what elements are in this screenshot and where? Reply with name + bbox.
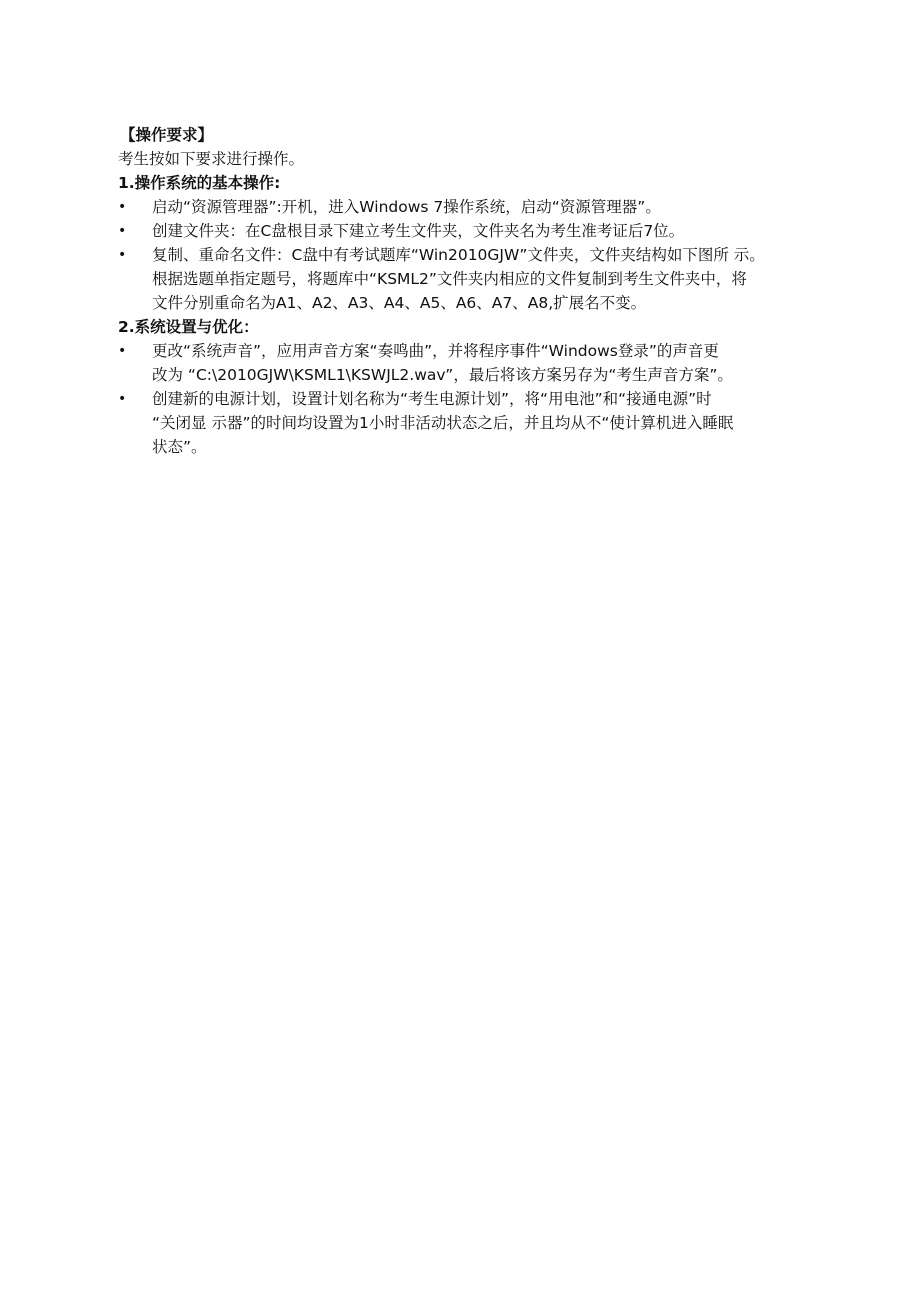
section-2-title: 2.系统设置与优化： bbox=[118, 318, 259, 336]
list-item-line: 状态”。 bbox=[152, 438, 207, 456]
list-item bbox=[118, 219, 808, 243]
list-item-line: 启动“资源管理器”:开机，进入Windows 7操作系统，启动“资源管理器”。 bbox=[152, 198, 661, 216]
bullet-marker: • bbox=[118, 391, 127, 407]
list-item-line: 文件分别重命名为A1、A2、A3、A4、A5、A6、A7、A8,扩展名不变。 bbox=[152, 294, 647, 312]
section-1-title: 1.操作系统的基本操作: bbox=[118, 174, 281, 192]
list-item-line: 改为 “C:\2010GJW\KSML1\KSWJL2.wav”，最后将该方案另存为“考生声音方案”。 bbox=[152, 366, 733, 384]
bullet-marker: • bbox=[118, 223, 127, 239]
bullet-marker: • bbox=[118, 343, 127, 359]
bullet-marker: • bbox=[118, 199, 127, 215]
list-item bbox=[118, 339, 808, 387]
document-content bbox=[118, 123, 808, 459]
list-item bbox=[118, 195, 808, 219]
bullet-marker: • bbox=[118, 247, 127, 263]
list-item bbox=[118, 243, 808, 315]
intro-text: 考生按如下要求进行操作。 bbox=[118, 150, 305, 168]
list-item-line: 根据选题单指定题号，将题库中“KSML2”文件夹内相应的文件复制到考生文件夹中，将 bbox=[152, 270, 747, 288]
list-item-line: 创建文件夹：在C盘根目录下建立考生文件夹，文件夹名为考生准考证后7位。 bbox=[152, 222, 685, 240]
list-item-line: 更改“系统声音”，应用声音方案“奏鸣曲”，并将程序事件“Windows登录”的声音更 bbox=[152, 342, 719, 360]
list-item-line: “关闭显 示器”的时间均设置为1小时非活动状态之后，并且均从不“使计算机进入睡眠 bbox=[152, 414, 734, 432]
list-item-line: 复制、重命名文件：C盘中有考试题库“Win2010GJW”文件夹，文件夹结构如下图所 示。 bbox=[152, 246, 765, 264]
list-item bbox=[118, 387, 808, 459]
list-item-line: 创建新的电源计划，设置计划名称为“考生电源计划”，将“用电池”和“接通电源”时 bbox=[152, 390, 712, 408]
operation-requirements-heading: 【操作要求】 bbox=[120, 126, 214, 144]
